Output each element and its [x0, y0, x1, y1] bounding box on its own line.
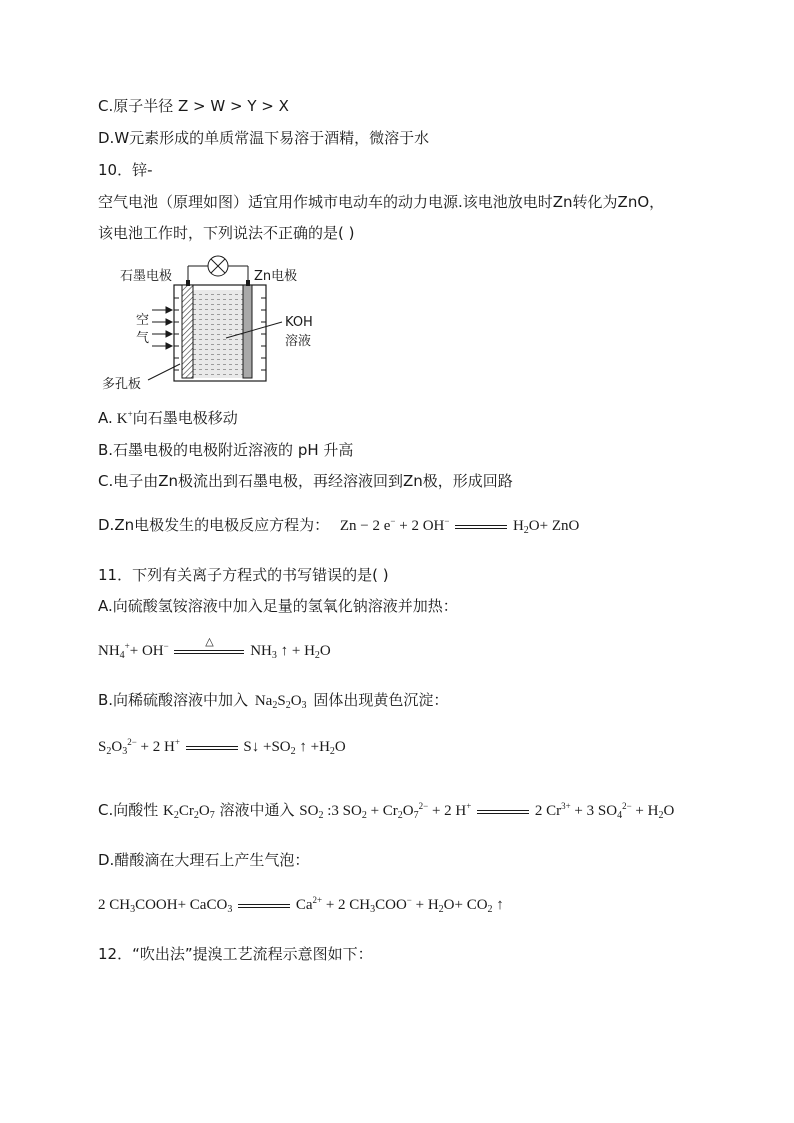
- q11-option-d: D.醋酸滴在大理石上产生气泡：: [98, 851, 310, 869]
- porous-plate-label: 多孔板: [102, 377, 142, 392]
- equals-arrow: [238, 899, 290, 913]
- heat-arrow: △: [174, 645, 244, 659]
- zinc-air-battery-diagram: [96, 252, 326, 394]
- q11-equation-d: 2 $CH_3COOH+$ CaCO$_3$ $Ca^{2+} + 2$ $CH_3COO^- + H_2O+ CO_2$ ↑: [98, 895, 504, 915]
- q11-option-a: A.向硫酸氢铵溶液中加入足量的氢氧化钠溶液并加热：: [98, 597, 458, 615]
- q10-number: 10．锌-: [98, 161, 153, 179]
- q10-stem-line2: 该电池工作时，下列说法不正确的是( ): [98, 224, 355, 242]
- q10-stem-line1: 空气电池（原理如图）适宜用作城市电动车的动力电源.该电池放电时Zn转化为ZnO，: [98, 193, 665, 211]
- equals-arrow: [477, 805, 529, 819]
- q11-equation-b: $S_2O_3^{2-} + 2$ H+ S↓ $+SO_2$ ↑ $+H_2O$: [98, 737, 346, 757]
- q12-stem: 12．“吹出法”提溴工艺流程示意图如下：: [98, 945, 373, 963]
- lamp-icon: [208, 256, 228, 276]
- equals-arrow: [186, 741, 238, 755]
- q11-option-b: B.向稀硫酸溶液中加入 $Na_2S_2O_3$ 固体出现黄色沉淀：: [98, 691, 449, 711]
- q11-stem: 11．下列有关离子方程式的书写错误的是( ): [98, 566, 389, 584]
- q11-option-c: C.向酸性 $K_2Cr_2O_7$ 溶液中通入 $SO_2$ :3 $SO_2 + Cr_2O_7^{2-} + 2$ H+ 2 $Cr^{3+} + 3$ $SO_4^{2-} + H_2O$: [98, 801, 675, 821]
- zn-electrode-label: Zn电极: [254, 269, 298, 284]
- q9-option-d: D.W元素形成的单质常温下易溶于酒精，微溶于水: [98, 129, 430, 147]
- solution-label: 溶液: [285, 334, 312, 349]
- air-label-1: 空: [136, 313, 150, 328]
- q10-option-a: A. K+向石墨电极移动: [98, 409, 238, 427]
- koh-label: KOH: [285, 315, 313, 330]
- q10-option-c: C.电子由Zn极流出到石墨电极，再经溶液回到Zn极，形成回路: [98, 472, 513, 490]
- q11-equation-a: $NH_4^++ OH^-$ △ $NH_3$ ↑ + $H_2O$: [98, 635, 331, 661]
- q10-option-d: D.Zn电极发生的电极反应方程为： Zn − 2 e− + 2 OH− $H_2O+$ ZnO: [98, 516, 580, 536]
- equals-arrow: [455, 520, 507, 534]
- air-label-2: 气: [136, 331, 150, 346]
- q9-option-c: C.原子半径 Z > W > Y > X: [98, 97, 289, 115]
- q10-option-b: B.石墨电极的电极附近溶液的 pH 升高: [98, 441, 354, 459]
- graphite-electrode-label: 石墨电极: [120, 269, 173, 284]
